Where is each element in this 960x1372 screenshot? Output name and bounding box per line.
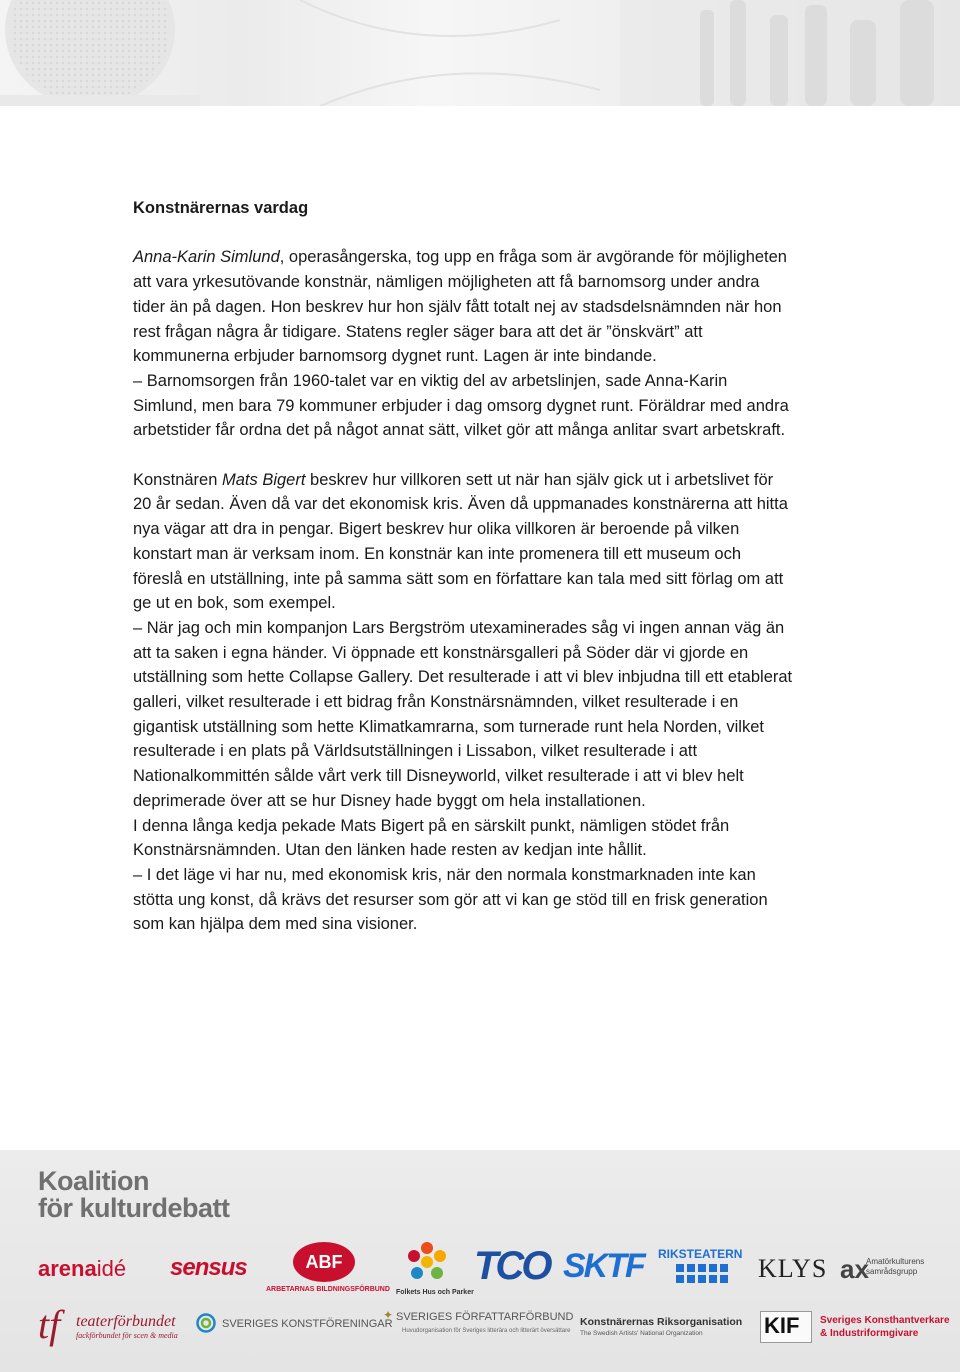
- klys-logo: KLYS: [758, 1254, 828, 1283]
- ax-subtitle-line1: Amatörkulturens: [866, 1257, 925, 1266]
- article-body: [133, 196, 793, 937]
- ax-subtitle: [866, 1257, 924, 1277]
- folkets-hus-subtitle: Folkets Hus och Parker: [396, 1289, 474, 1296]
- article-heading: Konstnärernas vardag: [133, 199, 309, 217]
- kif-logo: KIF: [764, 1313, 800, 1338]
- riksorganisation-subtitle: The Swedish Artists' National Organization: [580, 1330, 703, 1337]
- coalition-title: [38, 1168, 230, 1222]
- riksteatern-grid-icon: [676, 1264, 728, 1286]
- ax-subtitle-line2: samrådsgrupp: [866, 1267, 918, 1276]
- sensus-logo: sensus: [170, 1254, 247, 1281]
- footer-logos: [0, 1150, 960, 1372]
- arena-wordmark: arena: [38, 1256, 97, 1281]
- paragraph-text: beskrev hur villkoren sett ut när han själv gick ut i arbetslivet för 20 år sedan. Även då var det ekonomisk kris. Även då uppmanades konstnärerna att hitta nya vägar att dra in pengar. Bigert beskrev hur olika villkoren är beroende på vilken konstart man är verksam inom. En konstnär kan inte promenera till ett museum och föreslå en utställning, inte på samma sätt som en författare kan tala med sitt förlag om att ge ut en bok, som exempel.: [133, 470, 788, 613]
- teaterforbundet-mark: tf: [38, 1302, 61, 1347]
- microphone-banner-image: [0, 0, 960, 106]
- folkets-hus-flower-icon: [404, 1240, 450, 1284]
- paragraph-simlund: [133, 245, 793, 369]
- kif-name-line1: Sveriges Konsthantverkare: [820, 1315, 950, 1326]
- paragraph-bigert: [133, 468, 793, 616]
- teaterforbundet-name: teaterförbundet: [76, 1313, 176, 1330]
- abf-subtitle: ARBETARNAS BILDNINGSFÖRBUND: [266, 1286, 390, 1293]
- paragraph-prefix: Konstnären: [133, 470, 222, 489]
- konstforeningar-name: SVERIGES KONSTFÖRENINGAR: [222, 1318, 393, 1330]
- person-name: Anna-Karin Simlund: [133, 248, 280, 267]
- sktf-logo: SKTF: [563, 1247, 644, 1285]
- forfattarforbund-name: SVERIGES FÖRFATTARFÖRBUND: [396, 1311, 574, 1323]
- coalition-title-line1: Koalition: [38, 1166, 149, 1196]
- konstforeningar-ring-icon: [196, 1313, 216, 1333]
- ax-logo: ax: [840, 1254, 869, 1284]
- riksorganisation-name: Konstnärernas Riksorganisation: [580, 1316, 743, 1328]
- paragraph-quote-bigert: – När jag och min kompanjon Lars Bergström utexaminerades såg vi ingen annan väg än att ta saken i egna händer. Vi öppnade ett konstnärsgalleri på Söder där vi gjorde en utställning som hette Collapse Gallery. Det resulterade i att vi blev inbjudna till ett etablerat galleri, vilket resulterade i ett bidrag från Konstnärsnämnden, vilket resulterade i en gigantisk utställning som hette Klimatkamrarna, som turnerade runt hela Norden, vilket resulterade i en plats på Världsutställningen i Lissabon, vilket resulterade i att Nationalkommittén sålde vårt verk till Disneyworld, vilket resulterade i att vi blev helt deprimerade över att se hur Disney hade byggt om hela installationen.: [133, 618, 793, 810]
- paragraph-quote-final: – I det läge vi har nu, med ekonomisk kris, när den normala konstmarknaden inte kan stötta ung konst, då krävs det resurser som gör att vi kan ge stöd till en frisk generation som kan hjälpa dem med sina visioner.: [133, 865, 768, 934]
- arenaide-logo: [38, 1256, 126, 1282]
- ide-wordmark: idé: [96, 1256, 127, 1281]
- paragraph-text: , operasångerska, tog upp en fråga som är avgörande för möjligheten att vara yrkesutövande konstnär, nämligen möjligheten att få barnomsorg under andra tider än på dagen. Hon beskrev hur hon själv fått totalt nej av stadsdelsnämnden när hon rest frågan några år tidigare. Statens regler säger bara att det är ”önskvärt” att kommunerna erbjuder barnomsorg dygnet runt. Lagen är inte bindande.: [133, 248, 787, 366]
- coalition-title-line2: för kulturdebatt: [38, 1193, 230, 1223]
- paragraph-chain: I denna långa kedja pekade Mats Bigert på en särskilt punkt, nämligen stödet från Konstnärsnämnden. Utan den länken hade resten av kedjan inte hållit.: [133, 816, 730, 860]
- paragraph-quote-simlund: – Barnomsorgen från 1960-talet var en viktig del av arbetslinjen, sade Anna-Karin Simlund, men bara 79 kommuner erbjuder i dag omsorg dygnet runt. Föräldrar med andra arbetstider får ordna det på något annat sätt, vilket gör att många anlitar svart arbetskraft.: [133, 371, 789, 440]
- forfattarforbund-subtitle: Huvudorganisation för Sveriges litterära och litterärt översättare: [402, 1328, 571, 1334]
- riksteatern-wordmark: RIKSTEATERN: [658, 1247, 743, 1261]
- teaterforbundet-subtitle: fackförbundet för scen & media: [76, 1331, 178, 1340]
- kif-name-line2: & Industriformgivare: [820, 1328, 919, 1339]
- tco-logo: TCO: [474, 1244, 550, 1288]
- person-name: Mats Bigert: [221, 470, 306, 489]
- forfattarforbund-star-icon: ✦: [383, 1308, 394, 1322]
- header-banner-image: [0, 0, 960, 106]
- abf-logo: ABF: [293, 1242, 355, 1282]
